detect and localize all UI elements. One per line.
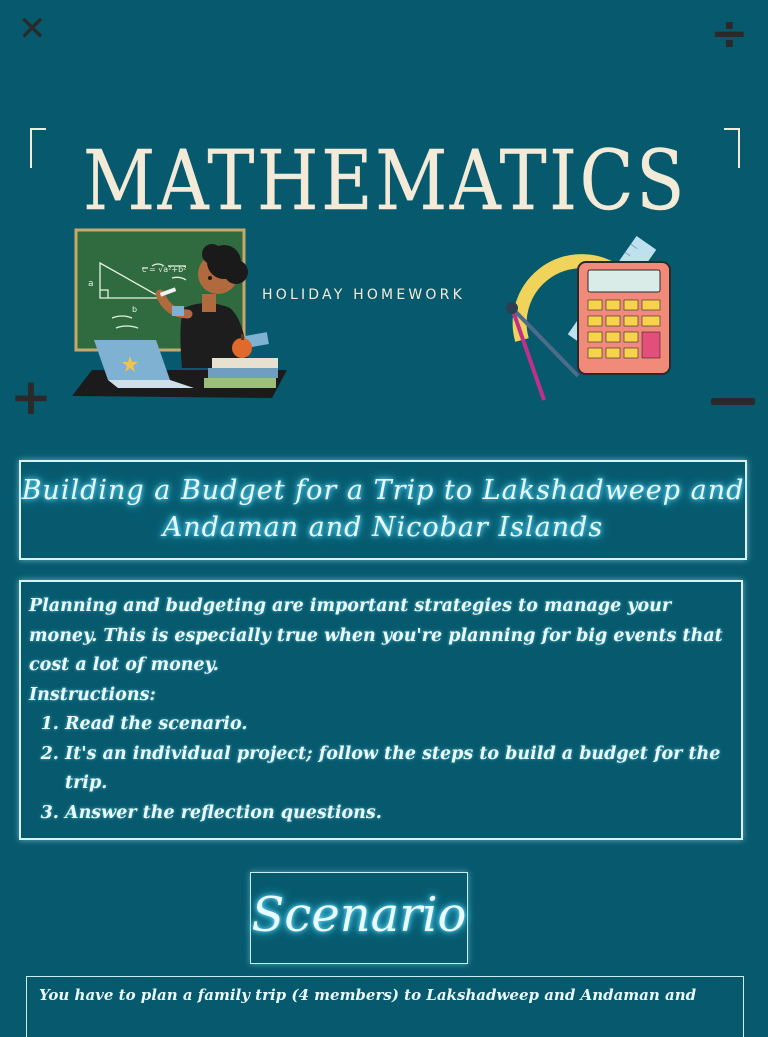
list-item: 1. Read the scenario.	[65, 710, 729, 740]
scenario-heading: Scenario	[251, 887, 467, 943]
teacher-at-blackboard-illustration	[72, 228, 287, 406]
intro-paragraph: Planning and budgeting are important strategies to manage your money. This is especially true when you're planning for big events that cost a lot of money.	[29, 596, 723, 675]
instructions-heading: Instructions:	[29, 684, 156, 705]
title-bracket-right	[724, 128, 740, 168]
divide-icon: ÷	[710, 6, 749, 60]
instructions-list	[29, 710, 729, 828]
svg-text:a: a	[88, 279, 94, 289]
times-icon: ✕	[18, 9, 47, 49]
project-title: Building a Budget for a Trip to Lakshadweep and Andaman and Nicobar Islands	[21, 475, 745, 543]
instructions-box	[19, 580, 743, 840]
scenario-box	[26, 976, 744, 1037]
svg-text:c = √a²+b²: c = √a²+b²	[142, 265, 187, 274]
page-title: MATHEMATICS	[82, 134, 688, 229]
calculator-and-geometry-tools-illustration	[500, 228, 680, 406]
scenario-text: You have to plan a family trip (4 members) to Lakshadweep and Andaman and	[39, 986, 697, 1004]
subtitle: HOLIDAY HOMEWORK	[262, 287, 465, 303]
list-item: 3. Answer the reflection questions.	[65, 799, 729, 829]
title-bracket-left	[30, 128, 46, 168]
project-title-box	[19, 460, 747, 560]
scenario-heading-box	[250, 872, 468, 964]
minus-icon	[711, 398, 755, 405]
list-item: 2. It's an individual project; follow the steps to build a budget for the trip.	[65, 740, 729, 799]
svg-text:b: b	[132, 305, 138, 314]
plus-icon: +	[10, 368, 52, 426]
title-block	[30, 128, 740, 229]
